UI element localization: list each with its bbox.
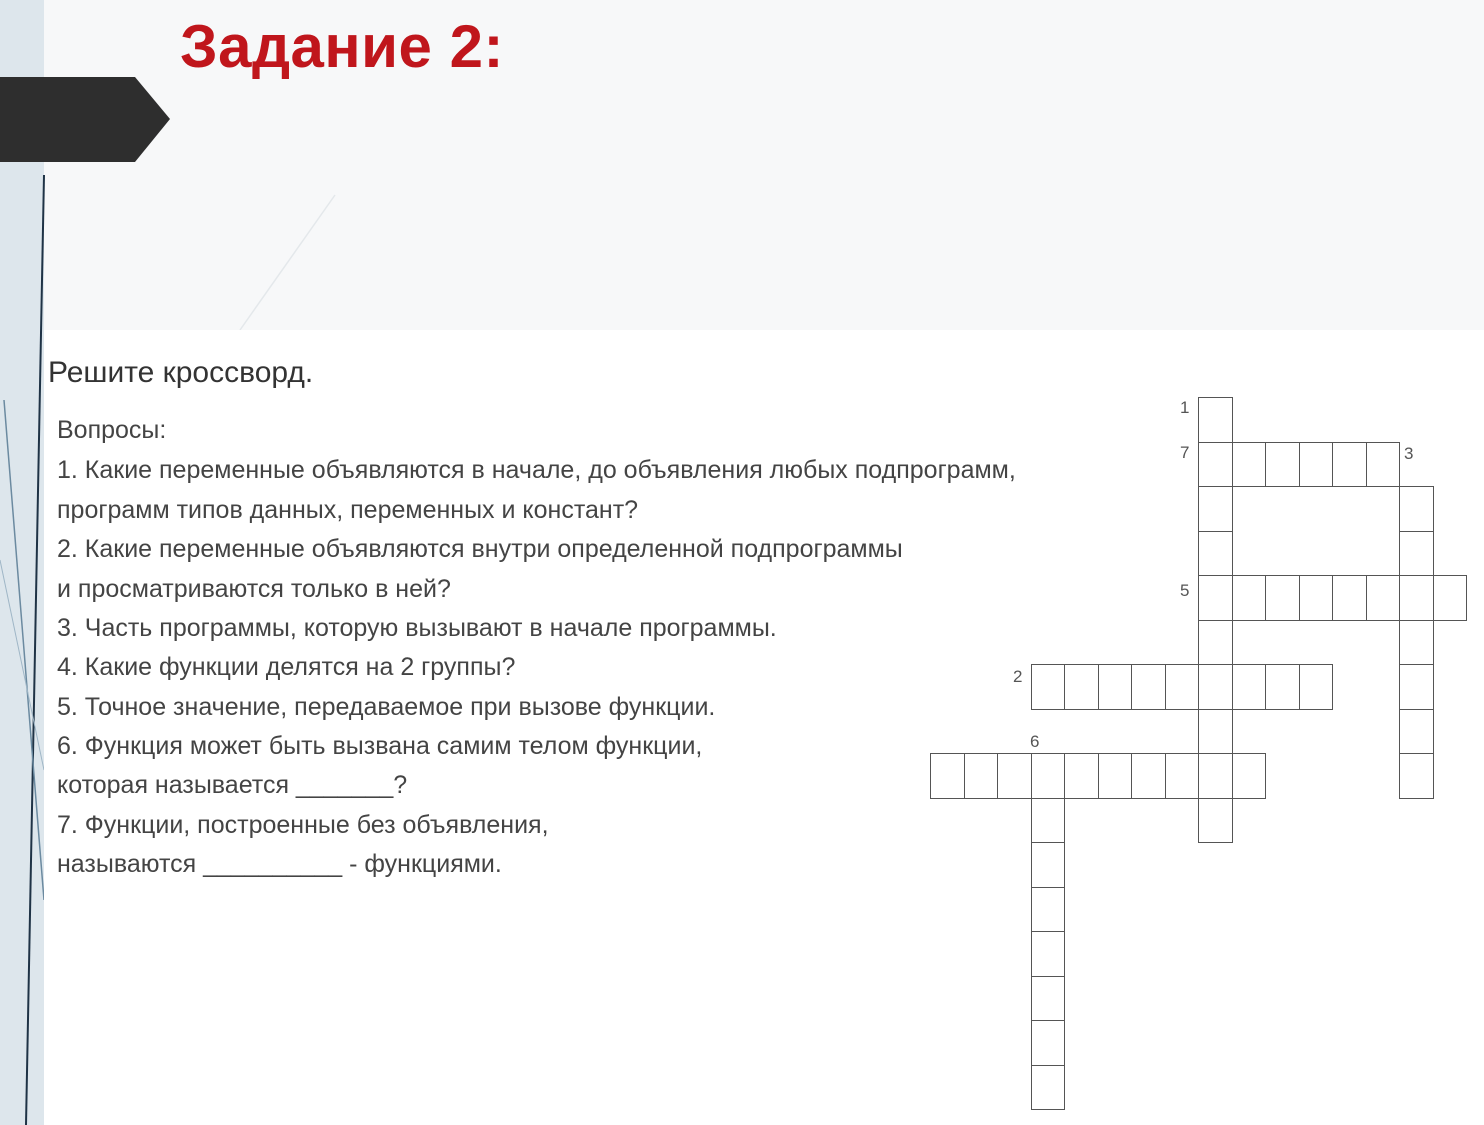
crossword-cell[interactable] xyxy=(1399,620,1434,665)
crossword-cell[interactable] xyxy=(1265,575,1300,621)
crossword-cell[interactable] xyxy=(1299,664,1333,710)
crossword-cell[interactable] xyxy=(1198,709,1233,754)
question-line: 5. Точное значение, передаваемое при вызове функции. xyxy=(57,693,716,721)
question-line: 3. Часть программы, которую вызывают в начале программы. xyxy=(57,614,777,642)
question-line: и просматриваются только в ней? xyxy=(57,575,451,603)
crossword-cell[interactable] xyxy=(1198,753,1233,799)
clue-number-5: 5 xyxy=(1180,581,1190,600)
crossword-cell[interactable] xyxy=(1366,442,1400,487)
questions-label: Вопросы: xyxy=(57,416,167,444)
crossword-cell[interactable] xyxy=(1031,842,1065,888)
crossword-cell[interactable] xyxy=(997,753,1032,799)
question-line: 1. Какие переменные объявляются в начале, до объявления любых подпрограмм, xyxy=(57,456,1016,484)
crossword-cell[interactable] xyxy=(1198,397,1233,443)
crossword-cell[interactable] xyxy=(1098,664,1132,710)
crossword-cell[interactable] xyxy=(1031,664,1065,710)
question-line: программ типов данных, переменных и констант? xyxy=(57,496,639,524)
task-heading: Решите кроссворд. xyxy=(48,356,314,389)
crossword-cell[interactable] xyxy=(1232,575,1266,621)
question-line: 6. Функция может быть вызвана самим телом функции, xyxy=(57,732,703,760)
clue-number-2: 2 xyxy=(1013,667,1023,686)
crossword-cell[interactable] xyxy=(1131,753,1166,799)
decor-line xyxy=(240,195,335,330)
crossword-cell[interactable] xyxy=(1299,575,1333,621)
crossword-cell[interactable] xyxy=(1031,887,1065,932)
crossword-cell[interactable] xyxy=(1064,664,1099,710)
crossword-cell[interactable] xyxy=(1332,575,1367,621)
crossword-cell[interactable] xyxy=(1399,753,1434,799)
crossword-cell[interactable] xyxy=(1064,753,1099,799)
crossword-cell[interactable] xyxy=(1198,620,1233,665)
crossword-cell[interactable] xyxy=(1399,486,1434,532)
crossword-cell[interactable] xyxy=(1165,664,1199,710)
crossword-cell[interactable] xyxy=(1031,753,1065,799)
crossword-cell[interactable] xyxy=(1232,664,1266,710)
title-arrow-shape xyxy=(0,77,170,162)
crossword-cell[interactable] xyxy=(1265,664,1300,710)
crossword-cell[interactable] xyxy=(1399,575,1434,621)
crossword-cell[interactable] xyxy=(1399,531,1434,576)
crossword-cell[interactable] xyxy=(1366,575,1400,621)
question-line: 7. Функции, построенные без объявления, xyxy=(57,811,549,839)
crossword-cell[interactable] xyxy=(1198,442,1233,487)
clue-number-1: 1 xyxy=(1180,398,1190,417)
crossword-cell[interactable] xyxy=(964,753,998,799)
question-line: которая называется _______? xyxy=(57,771,408,799)
crossword-cell[interactable] xyxy=(1399,664,1434,710)
crossword-cell[interactable] xyxy=(1098,753,1132,799)
question-line: 4. Какие функции делятся на 2 группы? xyxy=(57,653,516,681)
crossword-cell[interactable] xyxy=(1198,664,1233,710)
crossword-cell[interactable] xyxy=(1433,575,1467,621)
crossword-cell[interactable] xyxy=(1031,1065,1065,1110)
crossword-cell[interactable] xyxy=(1299,442,1333,487)
clue-number-3: 3 xyxy=(1404,444,1414,463)
question-line: называются __________ - функциями. xyxy=(57,850,502,878)
crossword-cell[interactable] xyxy=(1031,931,1065,977)
slide-title: Задание 2: xyxy=(180,13,504,80)
crossword-cell[interactable] xyxy=(1265,442,1300,487)
crossword-cell[interactable] xyxy=(1031,976,1065,1021)
question-line: 2. Какие переменные объявляются внутри определенной подпрограммы xyxy=(57,535,903,563)
crossword-cell[interactable] xyxy=(930,753,965,799)
crossword-cell[interactable] xyxy=(1332,442,1367,487)
crossword-cell[interactable] xyxy=(1198,575,1233,621)
crossword-cell[interactable] xyxy=(1399,709,1434,754)
crossword-cell[interactable] xyxy=(1031,798,1065,843)
crossword-cell[interactable] xyxy=(1131,664,1166,710)
clue-number-7: 7 xyxy=(1180,443,1190,462)
crossword-cell[interactable] xyxy=(1031,1020,1065,1066)
clue-number-6: 6 xyxy=(1030,732,1040,751)
crossword-cell[interactable] xyxy=(1165,753,1199,799)
crossword-cell[interactable] xyxy=(1232,442,1266,487)
crossword-cell[interactable] xyxy=(1198,486,1233,532)
crossword-cell[interactable] xyxy=(1198,531,1233,576)
crossword-cell[interactable] xyxy=(1232,753,1266,799)
crossword-cell[interactable] xyxy=(1198,798,1233,843)
